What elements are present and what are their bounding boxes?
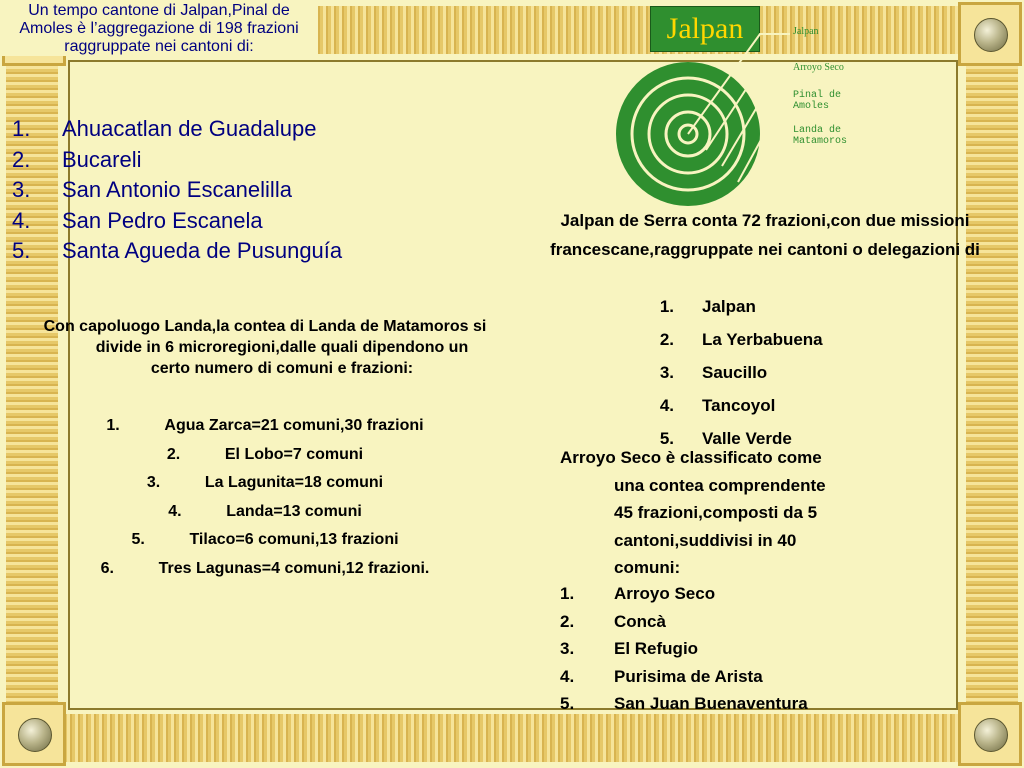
cantons-list [12, 114, 342, 267]
landa-list [40, 412, 490, 583]
list-item: 4. Purisima de Arista [560, 666, 763, 686]
list-item: 3. El Refugio [560, 639, 699, 658]
corner-knob [974, 18, 1008, 52]
diagram-label-jalpan: Jalpan [793, 26, 819, 37]
list-item: 4. San Pedro Escanela [12, 207, 263, 233]
list-item: 1. Ahuacatlan de Guadalupe [12, 116, 317, 141]
frame-corner-bottom-left [2, 702, 66, 766]
list-item: 2. El Lobo=7 comuni [166, 445, 364, 463]
jalpan-title: Jalpan [666, 12, 744, 45]
list-item: 3. Saucillo [659, 363, 768, 382]
frame-bottom-bar [64, 714, 960, 762]
list-item: 5. Santa Agueda de Pusunguía [12, 238, 343, 263]
list-item: 3. La Lagunita=18 comuni [146, 474, 384, 491]
arroyo-list [560, 580, 808, 718]
jalpan-title-box [650, 6, 760, 52]
corner-knob [18, 718, 52, 752]
list-item: 3. San Antonio Escanelilla [12, 177, 292, 202]
diagram-label-landa: Landa de Matamoros [793, 125, 848, 147]
list-item: 2. La Yerbabuena [659, 330, 823, 349]
list-item: 5. Valle Verde [659, 429, 792, 448]
frame-corner-top-right [958, 2, 1022, 66]
frame-right-bar [966, 64, 1018, 704]
list-item: 1. Jalpan [659, 297, 756, 316]
jalpan-paragraph: Jalpan de Serra conta 72 frazioni,con due missioni francescane,raggruppate nei cantoni o delegazioni di [550, 211, 980, 259]
list-item: 4. Tancoyol [659, 396, 776, 415]
landa-paragraph: Con capoluogo Landa,la contea di Landa de Matamoros si divide in 6 microregioni,dalle quali dipendono un certo numero di comuni e frazioni: [43, 318, 487, 377]
list-item: 2. Bucareli [12, 146, 142, 172]
list-item: 2. Concà [560, 611, 666, 631]
arroyo-paragraph: Arroyo Seco è classificato come una contea comprendente 45 frazioni,composti da 5 cantoni,suddivisi in 40 comuni: [560, 448, 826, 577]
list-item: 4. Landa=13 comuni [168, 502, 362, 520]
list-item: 5. San Juan Buenaventura [560, 694, 808, 713]
jalpan-list [640, 290, 900, 455]
frame-corner-bottom-right [958, 702, 1022, 766]
top-note: Un tempo cantone di Jalpan,Pinal de Amoles è l’aggregazione di 198 frazioni raggruppate nei cantoni di: [0, 2, 318, 56]
diagram-label-arroyo-seco: Arroyo Seco [793, 62, 844, 73]
list-item: 1. Agua Zarca=21 comuni,30 frazioni [106, 417, 424, 434]
corner-knob [974, 718, 1008, 752]
list-item: 6. Tres Lagunas=4 comuni,12 frazioni. [100, 559, 430, 577]
list-item: 1. Arroyo Seco [560, 584, 716, 603]
list-item: 5. Tilaco=6 comuni,13 frazioni [131, 531, 399, 548]
diagram-label-pinal: Pinal de Amoles [793, 90, 842, 112]
